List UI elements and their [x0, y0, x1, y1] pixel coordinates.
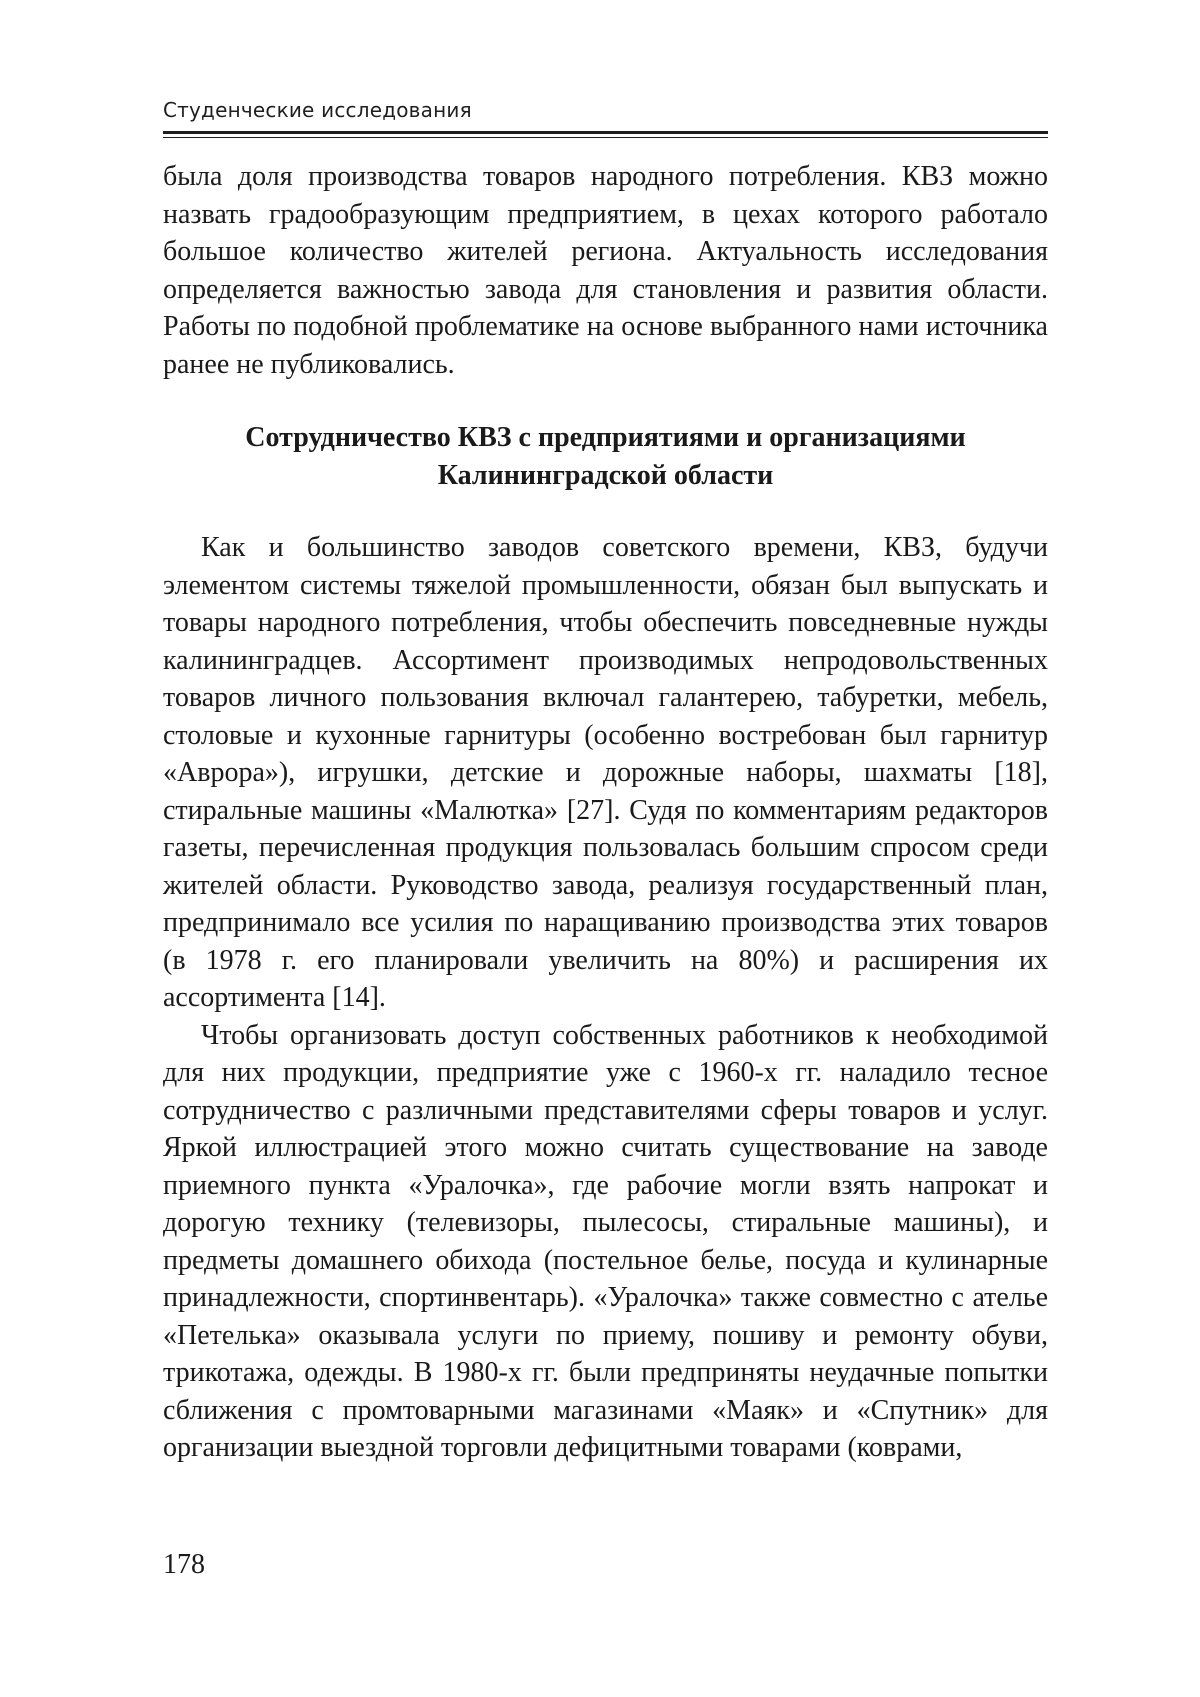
- running-header: [163, 97, 1048, 138]
- page-number: 178: [163, 1548, 205, 1582]
- intro-paragraph: была доля производства товаров народного потребления. КВЗ можно назвать градообразующим предприятием, в цехах которого работало большое количество жителей региона. Актуальность исследования определяется важностью завода для становления и развития области. Работы по подобной проблематике на основе выбранного нами источника ранее не публиковались.: [163, 158, 1048, 383]
- section-heading-line-1: Сотрудничество КВЗ с предприятиями и организациями: [163, 419, 1048, 457]
- section-heading-line-2: Калининградской области: [163, 457, 1048, 495]
- section-heading: [163, 419, 1048, 495]
- main-text: [163, 158, 1048, 1467]
- paragraph-1: Как и большинство заводов советского времени, КВЗ, будучи элементом системы тяжелой промышленности, обязан был выпускать и товары народного потребления, чтобы обеспечить повседневные нужды калининградцев. Ассортимент производимых непродовольственных товаров личного пользования включал галантерею, табуретки, мебель, столовые и кухонные гарнитуры (особенно востребован был гарнитур «Аврора»), игрушки, детские и дорожные наборы, шахматы [18], стиральные машины «Малютка» [27]. Судя по комментариям редакторов газеты, перечисленная продукция пользовалась большим спросом среди жителей области. Руководство завода, реализуя государственный план, предпринимало все усилия по наращиванию производства этих товаров (в 1978 г. его планировали увеличить на 80%) и расширения их ассортимента [14].: [163, 529, 1048, 1017]
- running-header-title: Студенческие исследования: [163, 97, 1048, 123]
- header-rule-thick: [163, 131, 1048, 134]
- paragraph-2: Чтобы организовать доступ собственных работников к необходимой для них продукции, предприятие уже с 1960-х гг. наладило тесное сотрудничество с различными представителями сферы товаров и услуг. Яркой иллюстрацией этого можно считать существование на заводе приемного пункта «Уралочка», где рабочие могли взять напрокат и дорогую технику (телевизоры, пылесосы, стиральные машины), и предметы домашнего обихода (постельное белье, посуда и кулинарные принадлежности, спортинвентарь). «Уралочка» также совместно с ателье «Петелька» оказывала услуги по приему, пошиву и ремонту обуви, трикотажа, одежды. В 1980-х гг. были предприняты неудачные попытки сближения с промтоварными магазинами «Маяк» и «Спутник» для организации выездной торговли дефицитными товарами (коврами,: [163, 1017, 1048, 1467]
- header-rule-thin: [163, 137, 1048, 138]
